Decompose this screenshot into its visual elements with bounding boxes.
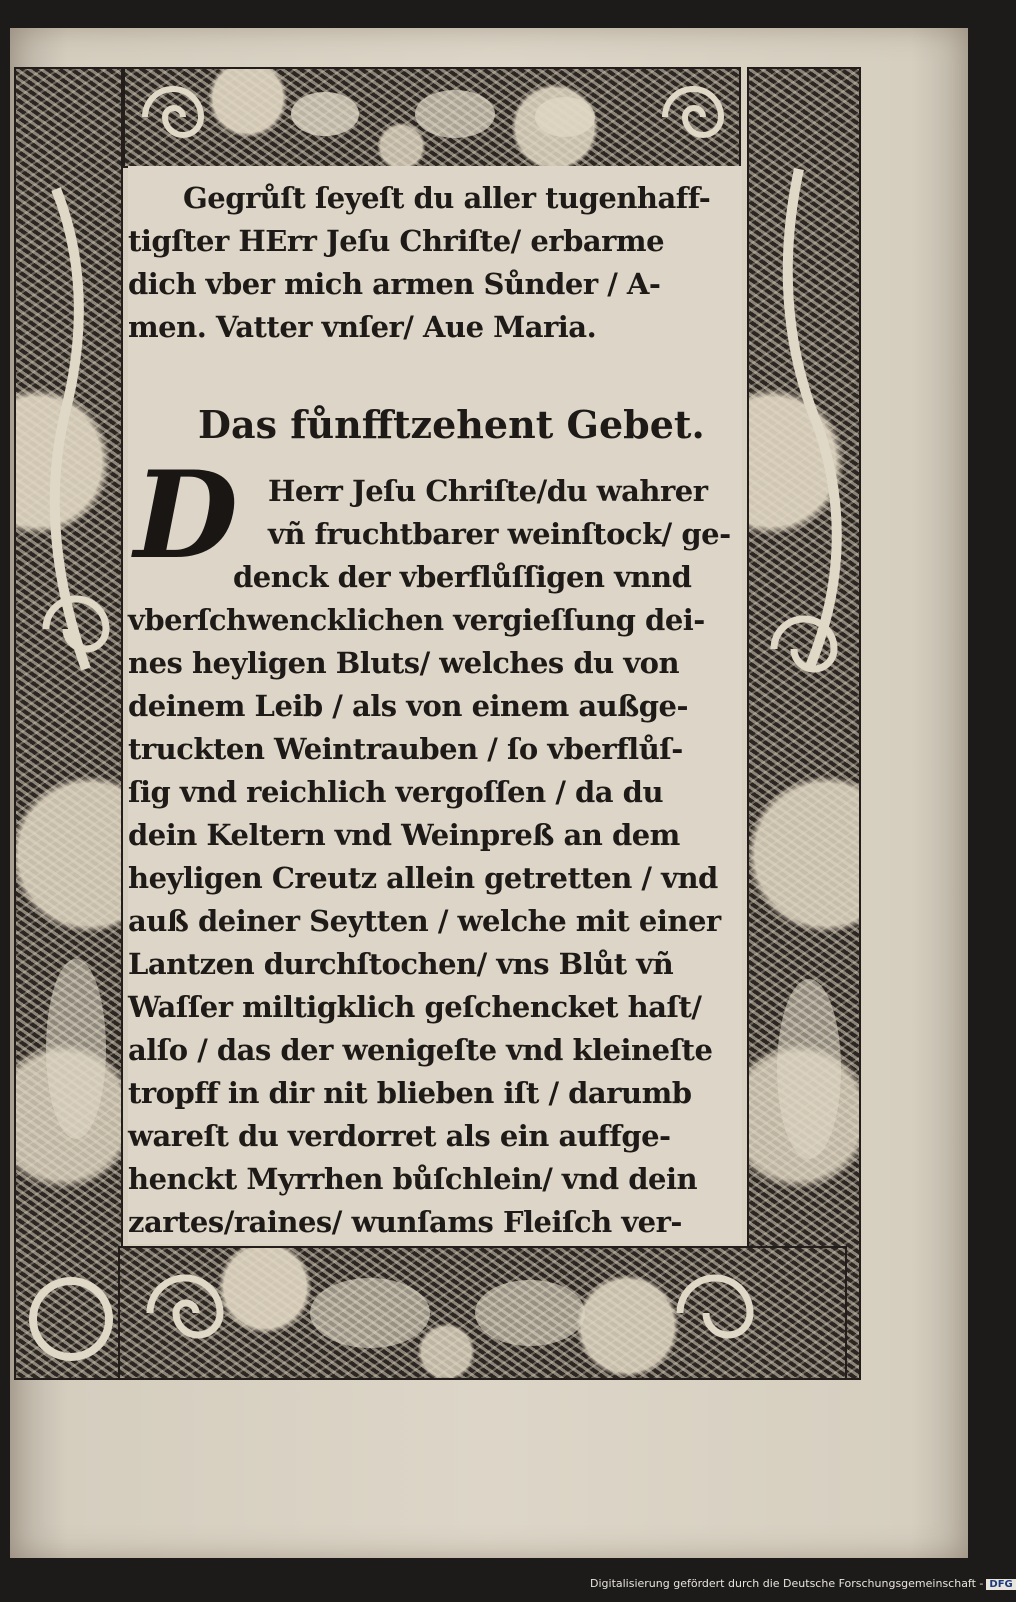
text-line: dein Keltern vnd Weinpreß an dem [128, 818, 680, 852]
text-line: dich vber mich armen Sůnder / A- [128, 267, 661, 301]
text-line: heyligen Creutz allein getretten / vnd [128, 861, 718, 895]
ornamental-border-top [123, 67, 741, 168]
text-line: men. Vatter vnſer/ Aue Maria. [128, 310, 597, 344]
text-line: Waſſer miltigklich geſchencket haſt/ [128, 990, 702, 1024]
ornamental-border-bottom [118, 1246, 847, 1380]
dfg-logo: DFG [986, 1579, 1015, 1590]
text-line: vberſchwencklichen vergieſſung dei- [128, 603, 705, 637]
section-heading: Das fůnfftzehent Gebet. [198, 402, 705, 447]
text-line: truckten Weintrauben / ſo vberflůſ- [128, 732, 683, 766]
text-block [128, 166, 742, 1244]
text-line: nes heyligen Bluts/ welches du von [128, 646, 680, 680]
text-line: denck der vberflůſſigen vnnd [233, 560, 692, 594]
text-line: deinem Leib / als von einem außge- [128, 689, 689, 723]
decorated-initial: D [134, 445, 239, 586]
text-line: vñ fruchtbarer weinſtock/ ge- [268, 517, 731, 551]
ornamental-border-right [747, 67, 861, 1380]
text-line: tigſter HErr Jeſu Chriſte/ erbarme [128, 224, 665, 258]
digitization-credit [590, 1577, 1013, 1599]
credit-text: Digitalisierung gefördert durch die Deutsche Forschungsgemeinschaft - [590, 1577, 984, 1590]
text-line: alſo / das der wenigeſte vnd kleineſte [128, 1033, 713, 1067]
text-line: Herr Jeſu Chriſte/du wahrer [268, 474, 708, 508]
text-line: zartes/raines/ wunſams Fleiſch ver- [128, 1205, 682, 1239]
text-line: Gegrůſt ſeyeſt du aller tugenhaff- [183, 181, 711, 215]
text-line: auß deiner Seytten / welche mit einer [128, 904, 721, 938]
ornamental-border-left [14, 67, 123, 1380]
text-line: Lantzen durchſtochen/ vns Blůt vñ [128, 947, 674, 981]
text-line: ſig vnd reichlich vergoſſen / da du [128, 775, 664, 809]
text-line: wareſt du verdorret als ein auffge- [128, 1119, 671, 1153]
text-line: tropff in dir nit blieben iſt / darumb [128, 1076, 692, 1110]
text-line: henckt Myrrhen bůſchlein/ vnd dein [128, 1162, 698, 1196]
